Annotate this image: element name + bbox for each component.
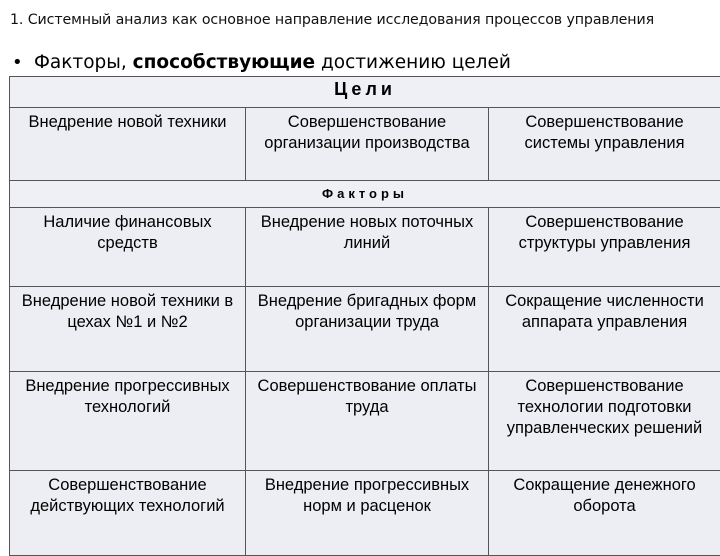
slide-title: 1. Системный анализ как основное направление исследования процессов управления [10, 12, 715, 28]
bullet-text-bold: способствующие [133, 52, 315, 73]
goals-header-row [10, 77, 720, 108]
goals-factors-table [9, 76, 720, 556]
goal-cell: Совершенствование системы управления [489, 108, 720, 181]
factor-cell: Внедрение прогрессивных норм и расценок [246, 471, 489, 556]
factor-cell: Совершенствование структуры управления [489, 208, 720, 287]
goals-row [10, 108, 720, 181]
factor-cell: Внедрение новых поточных линий [246, 208, 489, 287]
factor-cell: Внедрение бригадных форм организации труда [246, 287, 489, 372]
factors-row [10, 208, 720, 287]
goals-header: Цели [10, 77, 720, 108]
bullet-marker: • [12, 52, 34, 73]
factor-cell: Совершенствование действующих технологий [10, 471, 246, 556]
goal-cell: Внедрение новой техники [10, 108, 246, 181]
factors-header-row [10, 181, 720, 208]
factors-row [10, 287, 720, 372]
factor-cell: Внедрение новой техники в цехах №1 и №2 [10, 287, 246, 372]
factor-cell: Сокращение денежного оборота [489, 471, 720, 556]
factor-cell: Сокращение численности аппарата управления [489, 287, 720, 372]
factor-cell: Наличие финансовых средств [10, 208, 246, 287]
goal-cell: Совершенствование организации производства [246, 108, 489, 181]
factor-cell: Внедрение прогрессивных технологий [10, 372, 246, 471]
bullet-line [12, 52, 511, 73]
bullet-text-end: достижению целей [315, 52, 511, 73]
factor-cell: Совершенствование технологии подготовки управленческих решений [489, 372, 720, 471]
factors-header: Факторы [10, 181, 720, 208]
factors-row [10, 372, 720, 471]
bullet-text-start: Факторы, [34, 52, 133, 73]
factor-cell: Совершенствование оплаты труда [246, 372, 489, 471]
factors-row [10, 471, 720, 556]
